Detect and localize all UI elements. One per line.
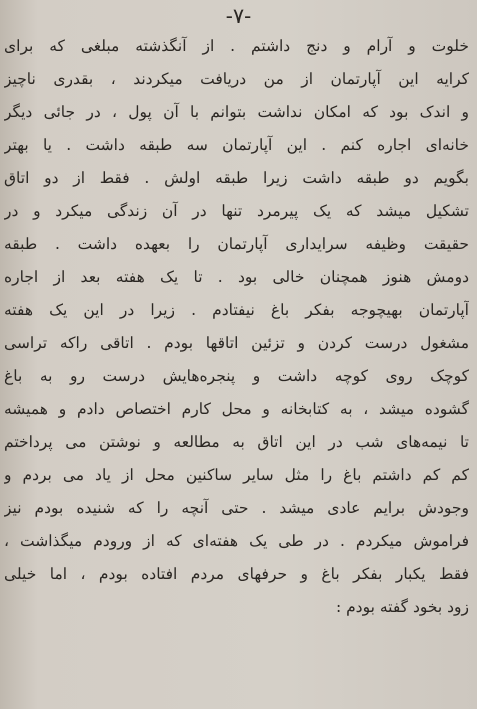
text-line: تشکیل میشد که یک پیرمرد تنها در آن زندگی میکرد و در [4,202,469,220]
text-line: فقط یکبار بفکر باغ و حرفهای مردم افتاده بودم ، اما خیلی [4,565,469,583]
text-line: کم کم داشتم باغ را مثل سایر ساکنین محل از یاد می بردم و [4,466,469,484]
text-line: مشغول درست کردن و تزئین اتاقها بودم . اتاقی راکه تراسی [4,334,469,352]
text-line: تا نیمه‌های شب در این اتاق به مطالعه و نوشتن می پرداختم [4,433,469,451]
text-line: کوچک روی کوچه داشت و پنجره‌هایش درست رو به باغ [4,367,469,385]
text-line: گشوده میشد ، به کتابخانه و محل کارم اختصاص دادم و همیشه [4,400,469,418]
text-line: دومش هنوز همچنان خالی بود . تا یک هفته بعد از اجاره [4,268,469,286]
text-line: آپارتمان بهیچوجه بفکر باغ نیفتادم . زیرا در این یک هفته [4,301,469,319]
text-line: بگویم دو طبقه داشت زیرا طبقه اولش . فقط از دو اتاق [4,169,469,187]
body-text [4,30,469,624]
text-line: وجودش برایم عادی میشد . حتی آنچه را که شنیده بودم نیز [4,499,469,517]
text-line: و اندک بود که امکان نداشت بتوانم با آن پول ، در جائی دیگر [4,103,469,121]
text-line: خلوت و آرام و دنج داشتم . از آنگذشته مبلغی که برای [4,37,469,55]
text-line-last: زود بخود گفته بودم : [335,598,469,616]
text-line: خانه‌ای اجاره کنم . این آپارتمان سه طبقه داشت . یا بهتر [4,136,469,154]
text-line: فراموش میکردم . در طی یک هفته‌ای که از ورودم میگذاشت ، [4,532,469,550]
text-line: کرایه این آپارتمان از من دریافت میکردند ، بقدری ناچیز [4,70,469,88]
page-number: -۷- [225,4,252,28]
text-line: حقیقت وظیفه سرایداری آپارتمان را بعهده داشت . طبقه [4,235,469,253]
